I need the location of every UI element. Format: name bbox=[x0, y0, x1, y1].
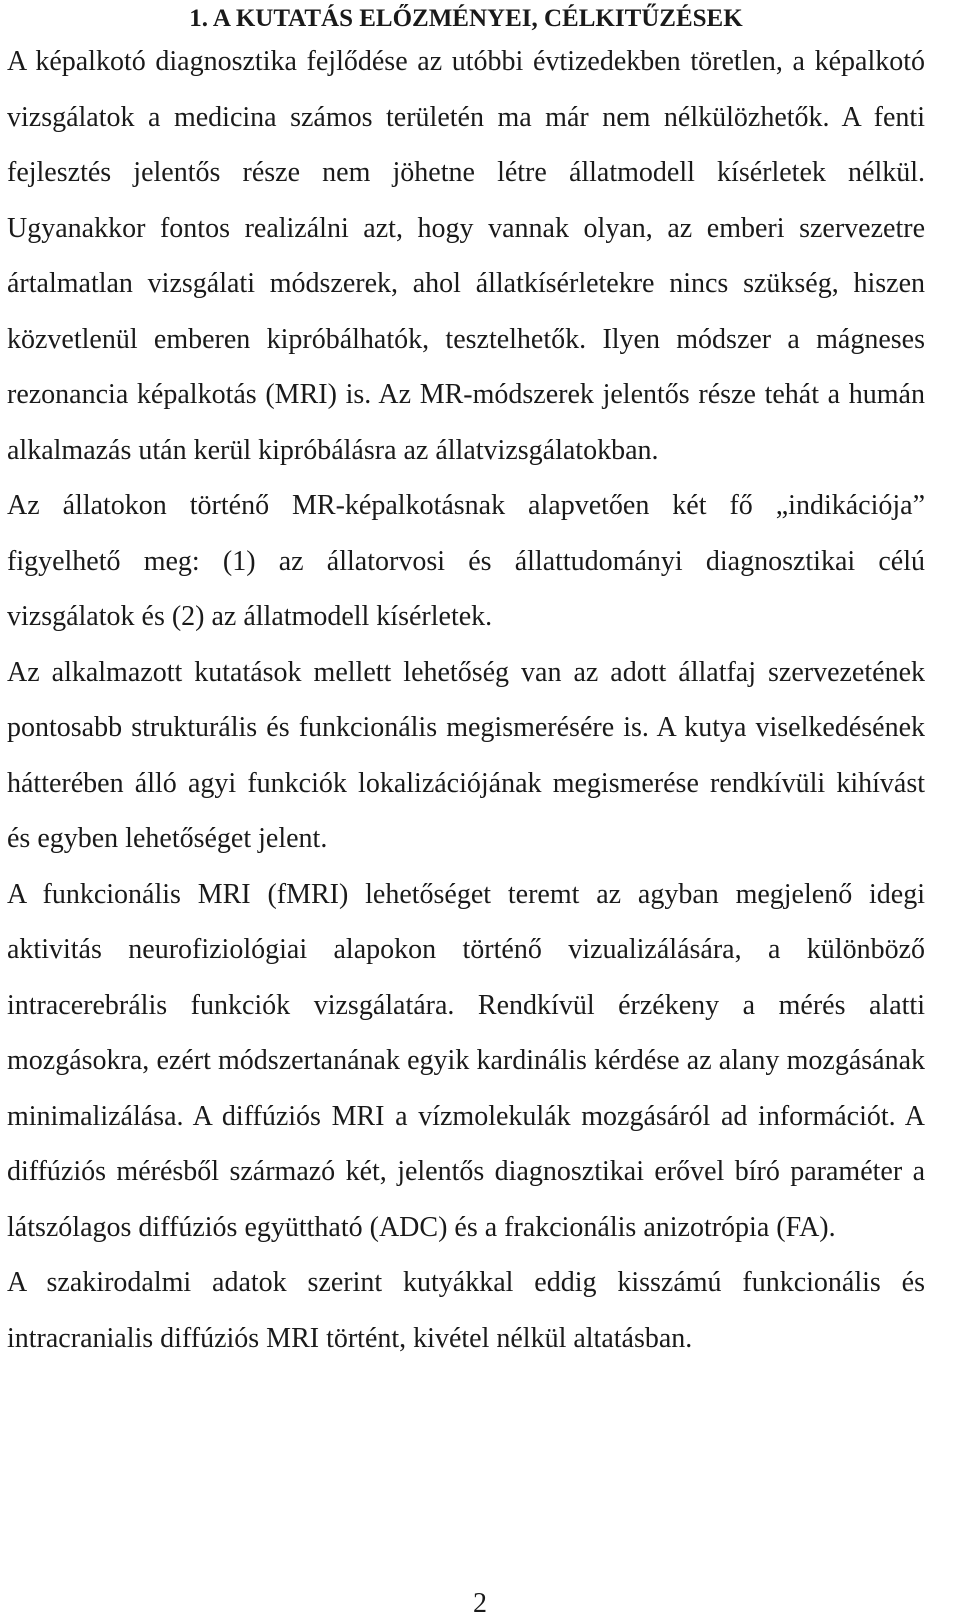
paragraph-intro: A képalkotó diagnosztika fejlődése az utóbbi évtizedekben töretlen, a képalkotó vizsgálatok a medicina számos területén ma már nem nélkülözhetők. A fenti fejlesztés jelentős része nem jöhetne létre állatmodell kísérletek nélkül. Ugyanakkor fontos realizálni azt, hogy vannak olyan, az emberi szervezetre ártalmatlan vizsgálati módszerek, ahol állatkísérletekre nincs szükség, hiszen közvetlenül emberen kipróbálhatók, tesztelhetők. Ilyen módszer a mágneses rezonancia képalkotás (MRI) is. Az MR-módszerek jelentős része tehát a humán alkalmazás után kerül kipróbálásra az állatvizsgálatokban. bbox=[7, 46, 925, 466]
paragraph-indications: Az állatokon történő MR-képalkotásnak alapvetően két fő „indikációja” figyelhető meg: (1) az állatorvosi és állattudományi diagnosztikai célú vizsgálatok és (2) az állatmodell kísérletek. bbox=[7, 490, 925, 632]
page-number: 2 bbox=[473, 1588, 487, 1619]
section-heading: 1. A KUTATÁS ELŐZMÉNYEI, CÉLKITŰZÉSEK bbox=[189, 5, 743, 32]
paragraph-research: Az alkalmazott kutatások mellett lehetőség van az adott állatfaj szervezetének pontosabb strukturális és funkcionális megismerésére is. A kutya viselkedésének hátterében álló agyi funkciók lokalizációjának megismerése rendkívüli kihívást és egyben lehetőséget jelent. bbox=[7, 656, 925, 854]
paragraph-literature: A szakirodalmi adatok szerint kutyákkal eddig kisszámú funkcionális és intracranialis diffúziós MRI történt, kivétel nélkül altatásban. bbox=[7, 1267, 925, 1354]
document-page bbox=[7, 0, 925, 1366]
paragraph-fmri: A funkcionális MRI (fMRI) lehetőséget teremt az agyban megjelenő idegi aktivitás neurofiziológiai alapokon történő vizualizálására, a különböző intracerebrális funkciók vizsgálatára. Rendkívül érzékeny a mérés alatti mozgásokra, ezért módszertanának egyik kardinális kérdése az alany mozgásának minimalizálása. A diffúziós MRI a vízmolekulák mozgásáról ad információt. A diffúziós mérésből származó két, jelentős diagnosztikai erővel bíró paraméter a látszólagos diffúziós együttható (ADC) és a frakcionális anizotrópia (FA). bbox=[7, 878, 925, 1243]
